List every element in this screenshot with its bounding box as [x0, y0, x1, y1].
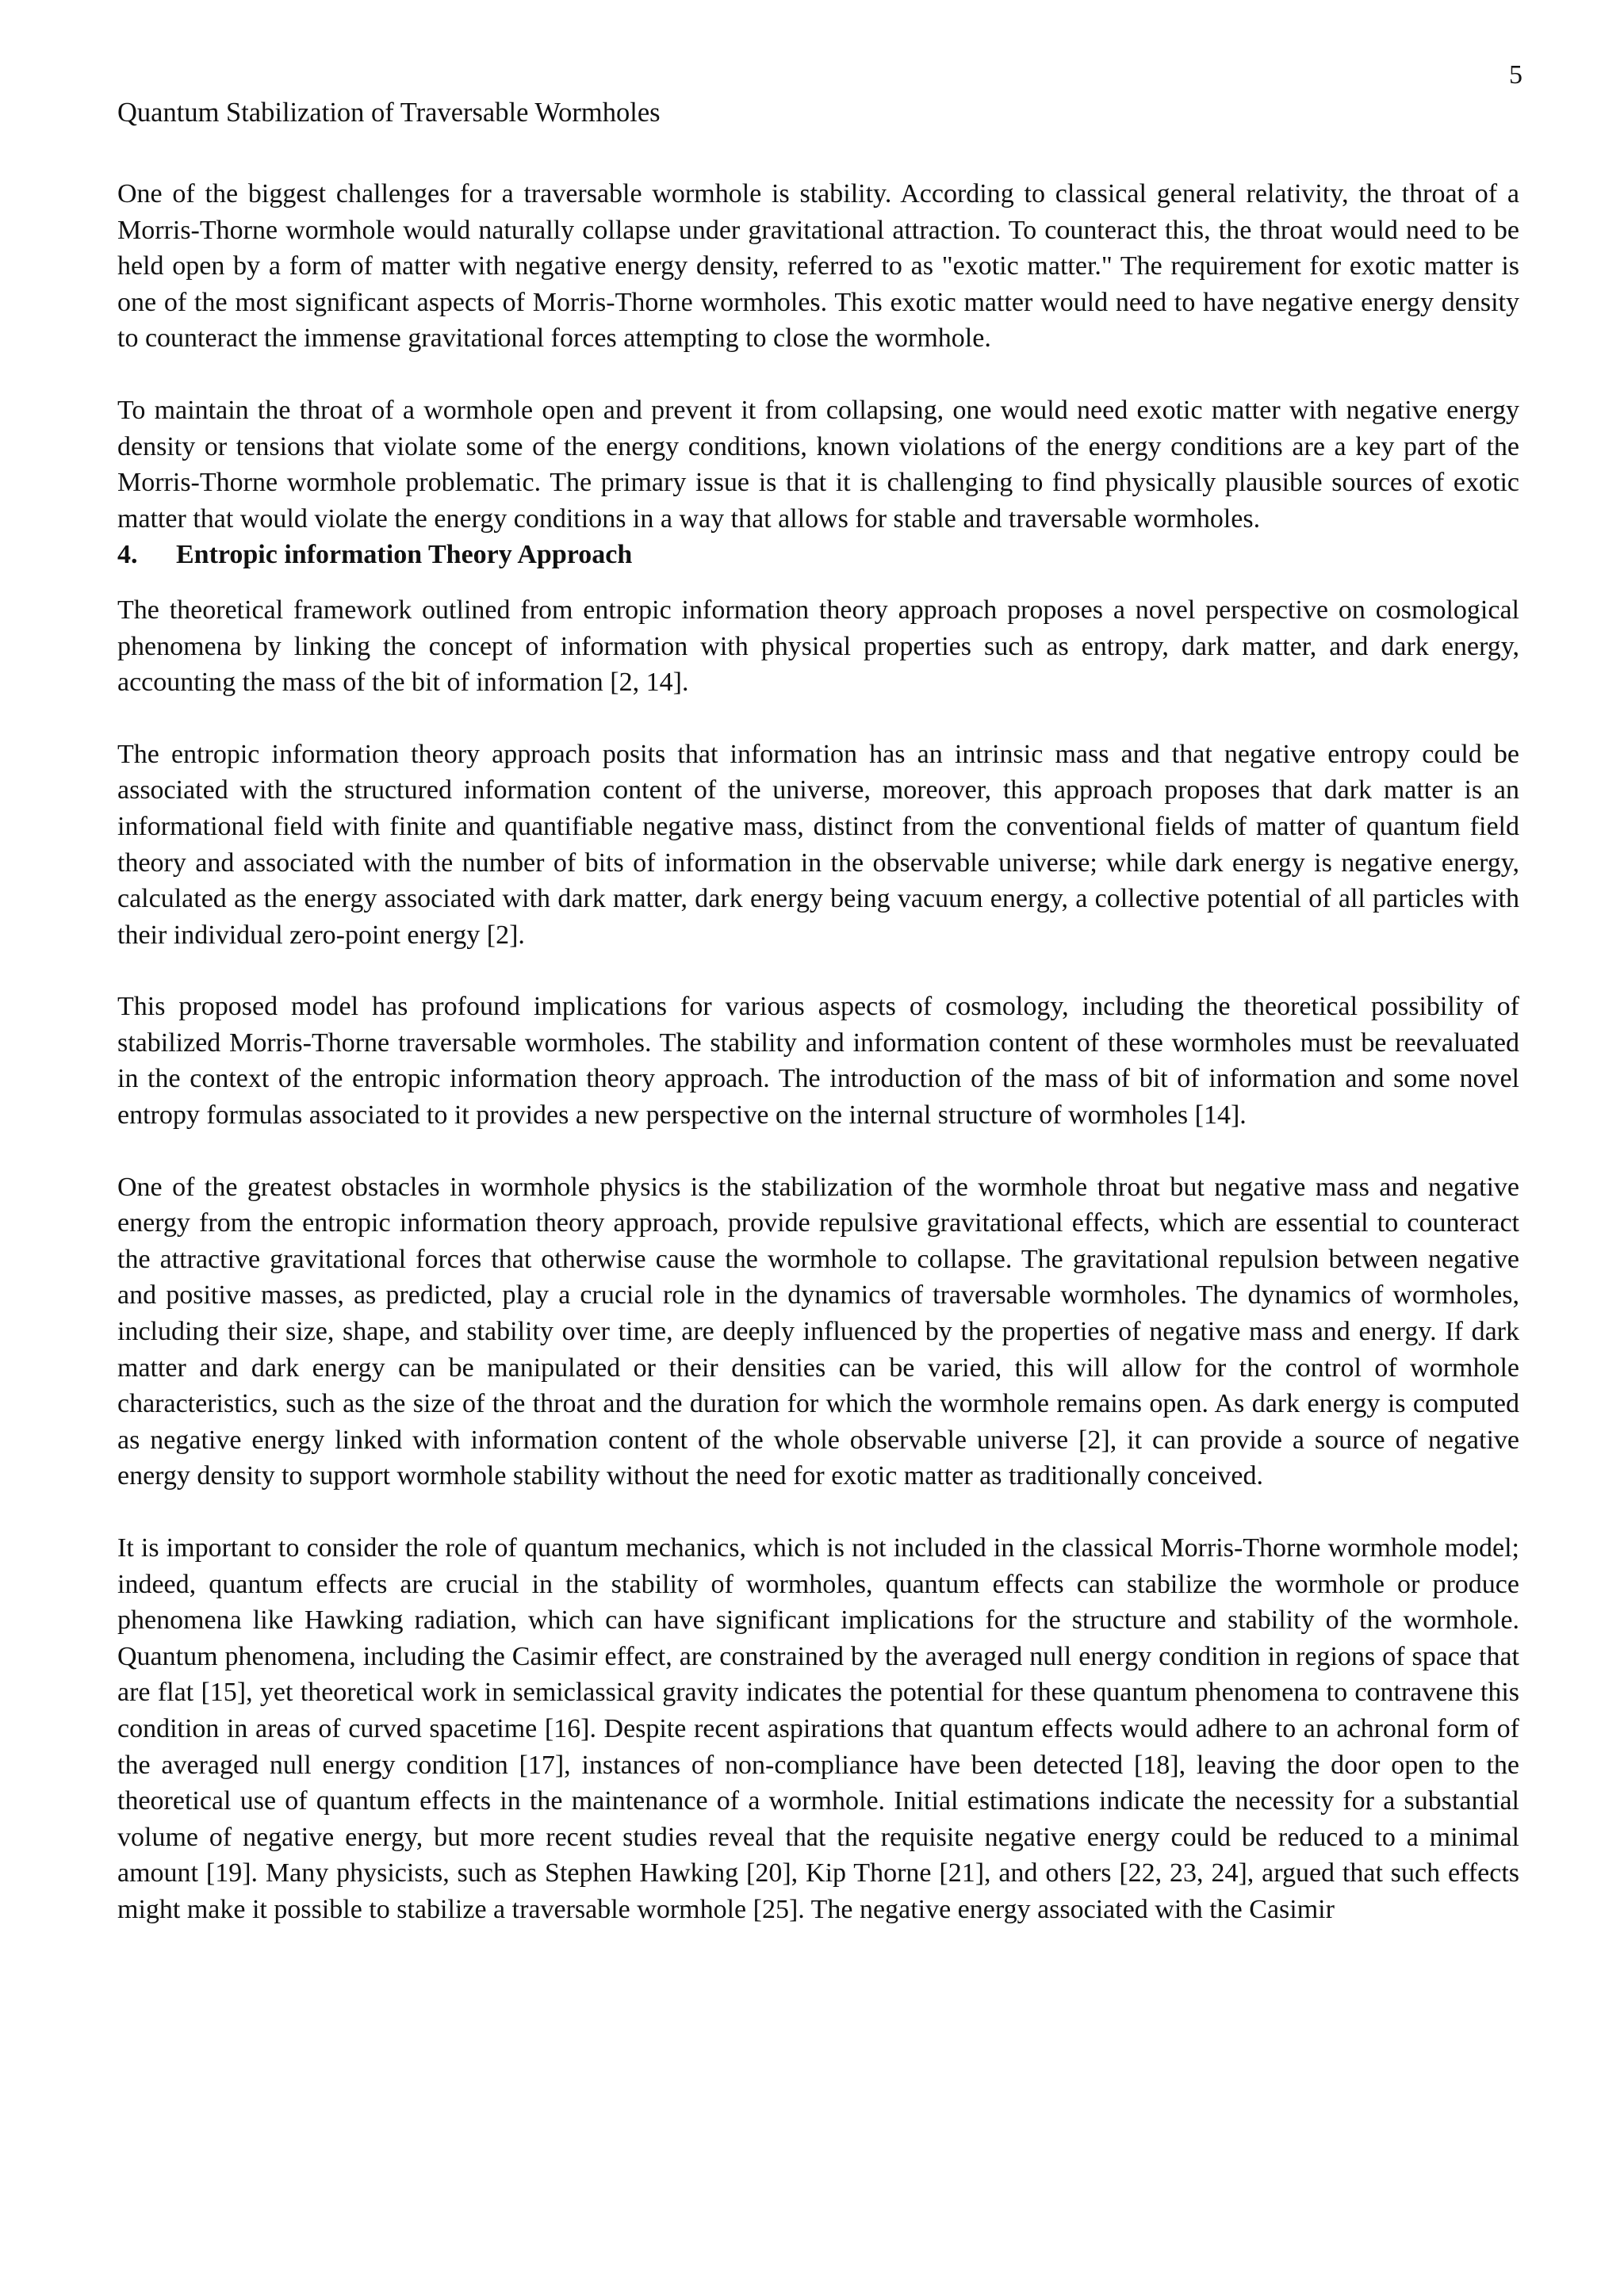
paragraph-quantum-effects: It is important to consider the role of quantum mechanics, which is not included in the classical Morris-Thorne wormhole model; indeed, quantum effects are crucial in the stability of wormholes, quantum effects can stabilize the wormhole or produce phenomena like Hawking radiation, which can have significant implications for the structure and stability of the wormhole. Quantum phenomena, including the Casimir effect, are constrained by the averaged null energy condition in regions of space that are flat [15], yet theoretical work in semiclassical gravity indicates the potential for these quantum phenomena to contravene this condition in areas of curved spacetime [16]. Despite recent aspirations that quantum effects would adhere to an achronal form of the averaged null energy condition [17], instances of non-compliance have been detected [18], leaving the door open to the theoretical use of quantum effects in the maintenance of a wormhole. Initial estimations indicate the necessity for a substantial volume of negative energy, but more recent studies reveal that the requisite negative energy could be reduced to a minimal amount [19]. Many physicists, such as Stephen Hawking [20], Kip Thorne [21], and others [22, 23, 24], argued that such effects might make it possible to stabilize a traversable wormhole [25]. The negative energy associated with the Casimir — [117, 1533, 1519, 1924]
paragraph-information-mass: The entropic information theory approach posits that information has an intrinsic mass and that negative entropy could be associated with the structured information content of the universe, moreover, this approach proposes that dark matter is an informational field with finite and quantifiable negative mass, distinct from the conventional fields of matter of quantum field theory and associated with the number of bits of information in the observable universe; while dark energy is negative energy, calculated as the energy associated with dark matter, dark energy being vacuum energy, a collective potential of all particles with their individual zero-point energy [2]. — [117, 739, 1519, 950]
paragraph-throat-stabilization: One of the greatest obstacles in wormhole physics is the stabilization of the wormhole throat but negative mass and negative energy from the entropic information theory approach, provide repulsive gravitational effects, which are essential to counteract the attractive gravitational forces that otherwise cause the wormhole to collapse. The gravitational repulsion between negative and positive masses, as predicted, play a crucial role in the dynamics of traversable wormholes. The dynamics of wormholes, including their size, shape, and stability over time, are deeply influenced by the properties of negative mass and energy. If dark matter and dark energy can be manipulated or their densities can be varied, this will allow for the control of wormhole characteristics, such as the size of the throat and the duration for which the wormhole remains open. As dark energy is computed as negative energy linked with information content of the whole observable universe [2], it can provide a source of negative energy density to support wormhole stability without the need for exotic matter as traditionally conceived. — [117, 1172, 1519, 1491]
paragraph-implications: This proposed model has profound implications for various aspects of cosmology, including the theoretical possibility of stabilized Morris-Thorne traversable wormholes. The stability and information content of these wormholes must be reevaluated in the context of the entropic information theory approach. The introduction of the mass of bit of information and some novel entropy formulas associated to it provides a new perspective on the internal structure of wormholes [14]. — [117, 992, 1519, 1131]
section-heading — [117, 537, 1519, 573]
paragraph-wormhole-stability: One of the biggest challenges for a traversable wormhole is stability. According to classical general relativity, the throat of a Morris-Thorne wormhole would naturally collapse under gravitational attraction. To counteract this, the throat would need to be held open by a form of matter with negative energy density, referred to as "exotic matter." The requirement for exotic matter is one of the most significant aspects of Morris-Thorne wormholes. This exotic matter would need to have negative energy density to counteract the immense gravitational forces attempting to close the wormhole. — [117, 179, 1519, 354]
paragraph-framework: The theoretical framework outlined from entropic information theory approach proposes a novel perspective on cosmological phenomena by linking the concept of information with physical properties such as entropy, dark matter, and dark energy, accounting the mass of the bit of information [2, 14]. — [117, 595, 1519, 698]
page-body — [117, 176, 1519, 1928]
section-title: Entropic information Theory Approach — [176, 540, 633, 570]
section-number: 4. — [117, 540, 138, 570]
page-number: 5 — [1509, 60, 1522, 90]
paragraph-exotic-matter: To maintain the throat of a wormhole open and prevent it from collapsing, one would need exotic matter with negative energy density or tensions that violate some of the energy conditions, known violations of the energy conditions are a key part of the Morris-Thorne wormhole problematic. The primary issue is that it is challenging to find physically plausible sources of exotic matter that would violate the energy conditions in a way that allows for stable and traversable wormholes. — [117, 395, 1519, 534]
running-title: Quantum Stabilization of Traversable Wormholes — [117, 98, 661, 128]
